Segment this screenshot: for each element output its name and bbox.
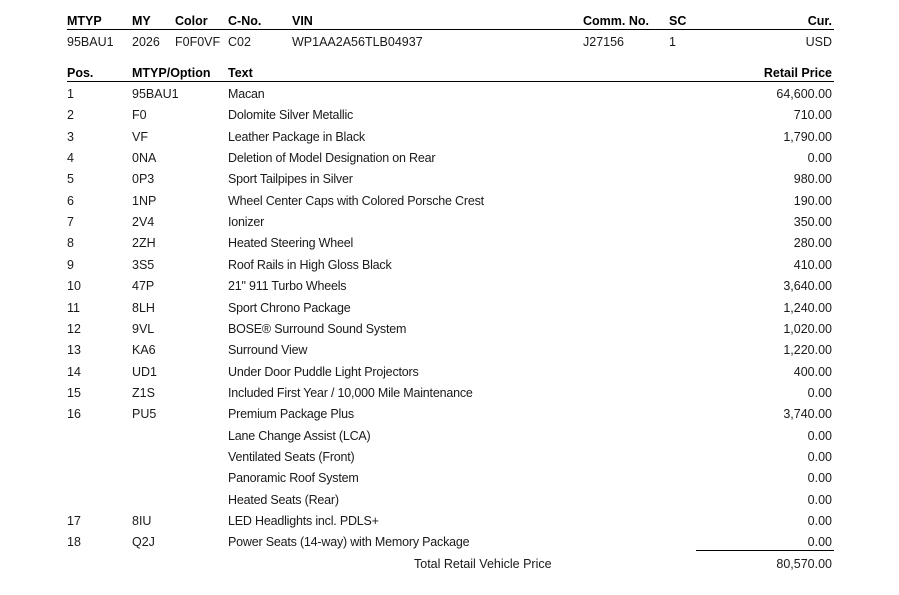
row-pos: 1 bbox=[67, 87, 74, 101]
row-pos: 2 bbox=[67, 108, 74, 122]
row-price: 64,600.00 bbox=[776, 87, 832, 101]
row-price: 0.00 bbox=[807, 151, 832, 165]
header-value-cno: C02 bbox=[228, 35, 251, 49]
row-text: Lane Change Assist (LCA) bbox=[228, 429, 371, 443]
header-label-vin: VIN bbox=[292, 14, 313, 28]
row-price: 1,020.00 bbox=[783, 322, 832, 336]
header-value-cur: USD bbox=[805, 35, 832, 49]
header-value-commno: J27156 bbox=[583, 35, 625, 49]
row-pos: 5 bbox=[67, 172, 74, 186]
column-header-option: MTYP/Option bbox=[132, 66, 211, 80]
header-value-sc: 1 bbox=[669, 35, 676, 49]
row-option-code: UD1 bbox=[132, 365, 158, 379]
row-option-code: KA6 bbox=[132, 343, 156, 357]
row-option-code: PU5 bbox=[132, 407, 157, 421]
row-text: 21" 911 Turbo Wheels bbox=[228, 279, 347, 293]
row-price: 350.00 bbox=[793, 215, 832, 229]
header-label-commno: Comm. No. bbox=[583, 14, 649, 28]
row-text: Dolomite Silver Metallic bbox=[228, 108, 354, 122]
row-price: 400.00 bbox=[793, 365, 832, 379]
row-option-code: 2ZH bbox=[132, 236, 156, 250]
header-label-mtyp: MTYP bbox=[67, 14, 102, 28]
header-value-mtyp: 95BAU1 bbox=[67, 35, 114, 49]
row-price: 280.00 bbox=[793, 236, 832, 250]
row-text: Wheel Center Caps with Colored Porsche Crest bbox=[228, 194, 484, 208]
row-price: 0.00 bbox=[807, 514, 832, 528]
row-price: 0.00 bbox=[807, 493, 832, 507]
row-option-code: Q2J bbox=[132, 535, 155, 549]
row-text: Included First Year / 10,000 Mile Maintenance bbox=[228, 386, 473, 400]
row-option-code: 8IU bbox=[132, 514, 152, 528]
total-label: Total Retail Vehicle Price bbox=[414, 557, 552, 571]
column-header-price: Retail Price bbox=[763, 66, 832, 80]
row-option-code: 95BAU1 bbox=[132, 87, 179, 101]
column-header-text: Text bbox=[228, 66, 253, 80]
header-label-color: Color bbox=[175, 14, 208, 28]
row-option-code: Z1S bbox=[132, 386, 155, 400]
total-value: 80,570.00 bbox=[776, 557, 832, 571]
row-price: 1,220.00 bbox=[783, 343, 832, 357]
row-price: 0.00 bbox=[807, 429, 832, 443]
row-pos: 3 bbox=[67, 130, 74, 144]
header-label-cur: Cur. bbox=[807, 14, 832, 28]
row-text: BOSE® Surround Sound System bbox=[228, 322, 407, 336]
row-text: Surround View bbox=[228, 343, 308, 357]
header-divider bbox=[67, 29, 834, 30]
row-option-code: 9VL bbox=[132, 322, 155, 336]
row-pos: 11 bbox=[67, 301, 80, 315]
row-option-code: 0NA bbox=[132, 151, 157, 165]
row-pos: 15 bbox=[67, 386, 81, 400]
header-value-color: F0F0VF bbox=[175, 35, 221, 49]
column-header-pos: Pos. bbox=[67, 66, 94, 80]
row-text: Ventilated Seats (Front) bbox=[228, 450, 355, 464]
row-price: 3,640.00 bbox=[783, 279, 832, 293]
row-pos: 18 bbox=[67, 535, 81, 549]
header-value-vin: WP1AA2A56TLB04937 bbox=[292, 35, 423, 49]
row-pos: 8 bbox=[67, 236, 74, 250]
row-pos: 13 bbox=[67, 343, 81, 357]
table-header-divider bbox=[67, 81, 834, 82]
row-option-code: F0 bbox=[132, 108, 147, 122]
row-option-code: 2V4 bbox=[132, 215, 155, 229]
row-price: 3,740.00 bbox=[783, 407, 832, 421]
row-text: Deletion of Model Designation on Rear bbox=[228, 151, 436, 165]
row-text: Ionizer bbox=[228, 215, 265, 229]
row-option-code: 1NP bbox=[132, 194, 157, 208]
row-option-code: 3S5 bbox=[132, 258, 155, 272]
row-price: 0.00 bbox=[807, 535, 832, 549]
row-pos: 17 bbox=[67, 514, 81, 528]
row-option-code: 8LH bbox=[132, 301, 155, 315]
row-text: Roof Rails in High Gloss Black bbox=[228, 258, 392, 272]
row-price: 190.00 bbox=[793, 194, 832, 208]
row-price: 1,240.00 bbox=[783, 301, 832, 315]
row-text: Premium Package Plus bbox=[228, 407, 354, 421]
row-text: Leather Package in Black bbox=[228, 130, 365, 144]
row-text: Heated Steering Wheel bbox=[228, 236, 354, 250]
row-text: LED Headlights incl. PDLS+ bbox=[228, 514, 379, 528]
row-text: Heated Seats (Rear) bbox=[228, 493, 339, 507]
row-pos: 6 bbox=[67, 194, 74, 208]
row-text: Sport Chrono Package bbox=[228, 301, 351, 315]
total-divider bbox=[696, 550, 834, 551]
row-text: Macan bbox=[228, 87, 265, 101]
row-price: 0.00 bbox=[807, 471, 832, 485]
header-label-my: MY bbox=[132, 14, 151, 28]
header-label-cno: C-No. bbox=[228, 14, 262, 28]
row-text: Panoramic Roof System bbox=[228, 471, 359, 485]
row-pos: 7 bbox=[67, 215, 74, 229]
row-pos: 14 bbox=[67, 365, 81, 379]
row-price: 410.00 bbox=[793, 258, 832, 272]
row-pos: 9 bbox=[67, 258, 74, 272]
row-pos: 4 bbox=[67, 151, 74, 165]
row-pos: 12 bbox=[67, 322, 81, 336]
header-value-my: 2026 bbox=[132, 35, 160, 49]
header-label-sc: SC bbox=[669, 14, 687, 28]
row-option-code: 0P3 bbox=[132, 172, 155, 186]
row-price: 710.00 bbox=[793, 108, 832, 122]
row-price: 1,790.00 bbox=[783, 130, 832, 144]
row-pos: 16 bbox=[67, 407, 81, 421]
row-option-code: 47P bbox=[132, 279, 155, 293]
row-text: Power Seats (14-way) with Memory Package bbox=[228, 535, 470, 549]
row-text: Under Door Puddle Light Projectors bbox=[228, 365, 419, 379]
row-pos: 10 bbox=[67, 279, 81, 293]
row-price: 0.00 bbox=[807, 386, 832, 400]
row-price: 0.00 bbox=[807, 450, 832, 464]
row-option-code: VF bbox=[132, 130, 148, 144]
row-text: Sport Tailpipes in Silver bbox=[228, 172, 353, 186]
row-price: 980.00 bbox=[793, 172, 832, 186]
